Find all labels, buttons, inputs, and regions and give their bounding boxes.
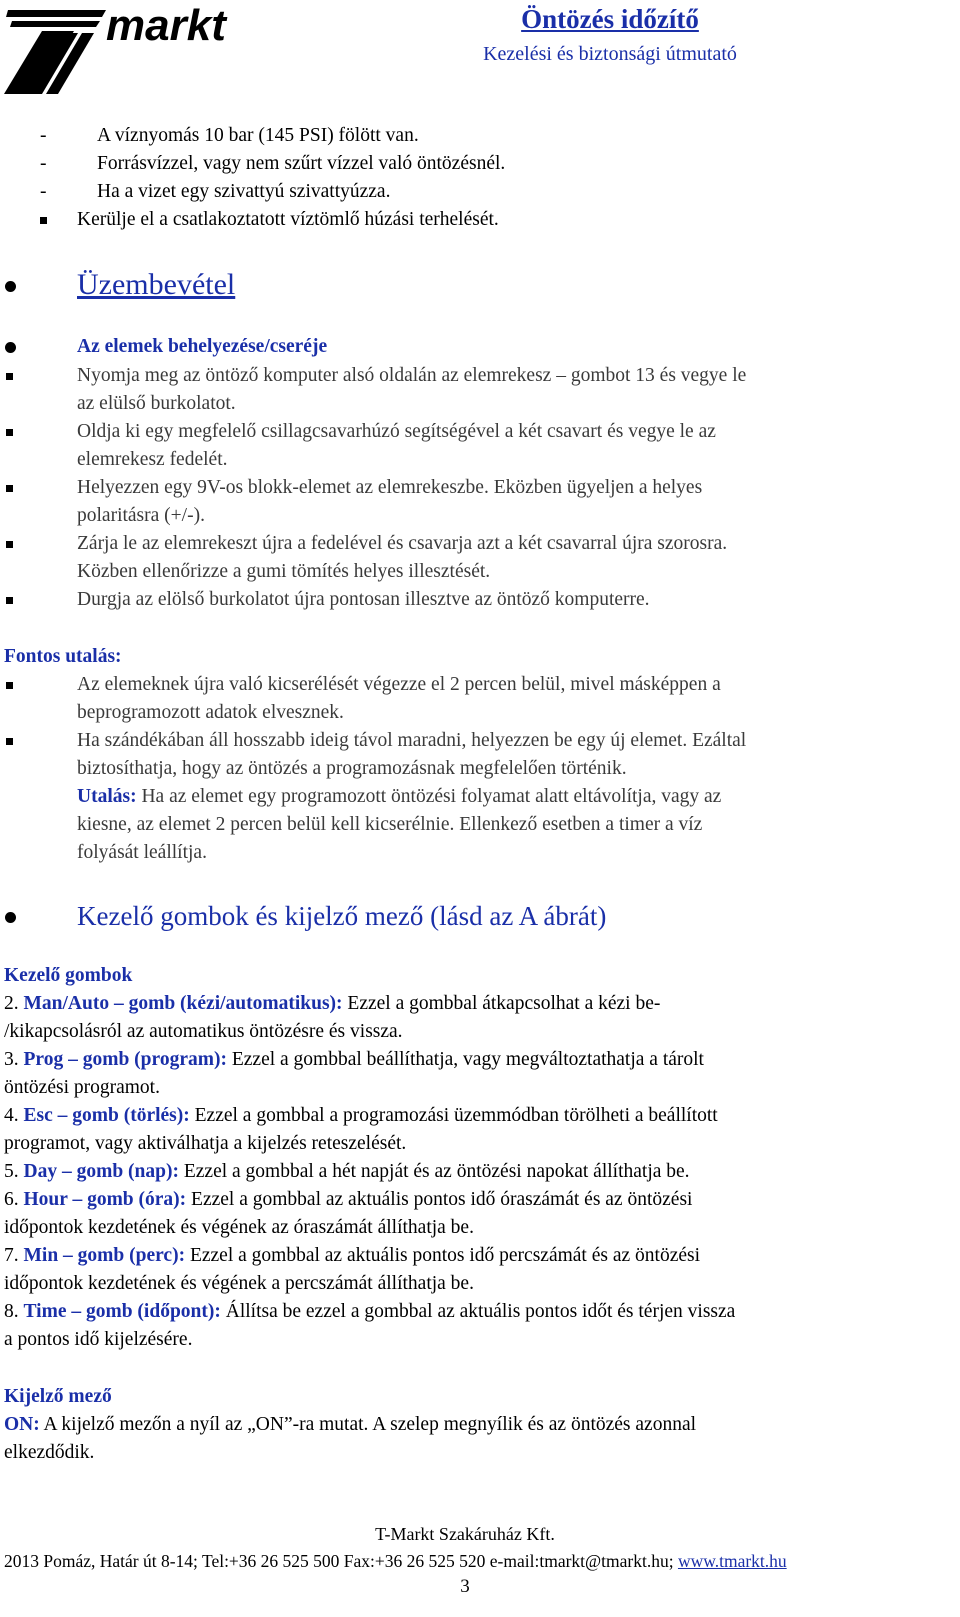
document-subtitle: Kezelési és biztonsági útmutató	[483, 43, 737, 65]
website-link[interactable]: www.tmarkt.hu	[677, 1551, 787, 1571]
button-name: Day – gomb (nap):	[23, 1161, 179, 1182]
bullet-icon	[5, 912, 16, 923]
button-name: Man/Auto – gomb (kézi/automatikus):	[23, 993, 343, 1014]
square-bullet-icon	[6, 682, 13, 689]
button-name: Time – gomb (időpont):	[23, 1301, 221, 1322]
tmarkt-logo	[2, 0, 250, 96]
bullet-icon	[5, 281, 16, 292]
bullet-icon	[5, 342, 16, 353]
footer-address: 2013 Pomáz, Határ út 8-14; Tel:+36 26 525 500 Fax:+36 26 525 520 e-mail:tmarkt@tmarkt.hu; www.tmarkt.hu	[4, 1551, 787, 1571]
button-name: Hour – gomb (óra):	[23, 1189, 187, 1210]
svg-text:markt: markt	[106, 1, 226, 50]
page-number: 3	[460, 1576, 470, 1597]
square-bullet-icon	[40, 217, 47, 224]
button-name: Prog – gomb (program):	[23, 1049, 227, 1070]
square-bullet-icon	[6, 738, 13, 745]
button-name: Esc – gomb (törlés):	[23, 1105, 190, 1126]
square-bullet-icon	[6, 429, 13, 436]
square-bullet-icon	[6, 541, 13, 548]
square-bullet-icon	[6, 485, 13, 492]
button-name: Min – gomb (perc):	[23, 1245, 186, 1266]
document-title: Öntözés időzítő	[521, 4, 699, 34]
square-bullet-icon	[6, 373, 13, 380]
document-page: markt Öntözés időzítő Kezelési és biztonsági útmutató - A víznyomás 10 bar (145 PSI) fölött van. - Forrásvízzel, vagy nem szűrt vízzel való öntözésnél. - Ha a vizet egy szivattyú szivattyúzza. Kerülje el a csatlakoztatott víztömlő húzási terhelését. Üzembevétel Az elemek behelyezése/cseréje Nyomja meg az öntöző komputer alsó oldalán az elemrekesz – gombot 13 és vegye le az elülső burkolatot. Oldja ki egy megfelelő csillagcsavarhúzó segítségével a két csavart és vegye le az elemrekesz fedelét. Helyezzen egy 9V-os blokk-elemet az elemrekeszbe. Eközben ügyeljen a helyes polaritásra (+/-). Zárja le az elemrekeszt újra a fedelével és csavarja azt a két csavarral újra szorosra. Közben ellenőrizze a gumi tömítés helyes illesztését. Durgja az elölső burkolatot újra pontosan illesztve az öntöző komputerre. Fontos utalás: Az elemeknek újra való kicserélését végezze el 2 percen belül, mivel másképpen a beprogramozott adatok elvesznek. Ha szándékában áll hosszabb ideig távol maradni, helyezzen be egy új elemet. Ezáltal biztosíthatja, hogy az öntözés a programozásnak megfelelően történik. Utalás: Ha az elemet egy programozott öntözési folyamat alatt eltávolítja, vagy az kiesne, az elemet 2 percen belül kell kicserélnie. Ellenkező esetben a timer a víz folyását leállítja. Kezelő gombok és kijelző mező (lásd az A ábrát) Kezelő gombok 2. Man/Auto – gomb (kézi/automatikus): Ezzel a gombbal átkapcsolhat a kézi be- /kikapcsolásról az automatikus öntözésre és vissza. 3. Prog – gomb (program): Ezzel a gombbal beállíthatja, vagy megváltoztathatja a tárolt öntözési programot. 4. Esc – gomb (törlés): Ezzel a gombbal a programozási üzemmódban törölheti a beállított programot, vagy aktiválhatja a kijelzés reteszelését. 5. Day – gomb (nap): Ezzel a gombbal a hét napját és az öntözési napokat állíthatja be. 6. Hour – gomb (óra): Ezzel a gombbal az aktuális pontos idő óraszámát és az öntözési időpontok kezdetének és végének az óraszámát állíthatja be. 7. Min – gomb (perc): Ezzel a gombbal az aktuális pontos idő percszámát és az öntözési időpontok kezdetének és végének a percszámát állíthatja be. 8. Time – gomb (időpont): Állítsa be ezzel a gombbal az aktuális pontos időt és térjen vissza a pontos idő kijelzésére. Kijelző mező ON: A kijelző mezőn a nyíl az „ON”-ra mutat. A szelep megnyílik és az öntözés azonnal elkezdődik. T-Markt Szakáruház Kft. 2013 Pomáz, Határ út 8-14; Tel:+36 26 525 500 Fax:+36 26 525 520 e-mail:tmarkt@tmarkt.hu; www.tmarkt.hu 3	[0, 0, 960, 1617]
square-bullet-icon	[6, 597, 13, 604]
footer-company: T-Markt Szakáruház Kft.	[375, 1524, 555, 1544]
